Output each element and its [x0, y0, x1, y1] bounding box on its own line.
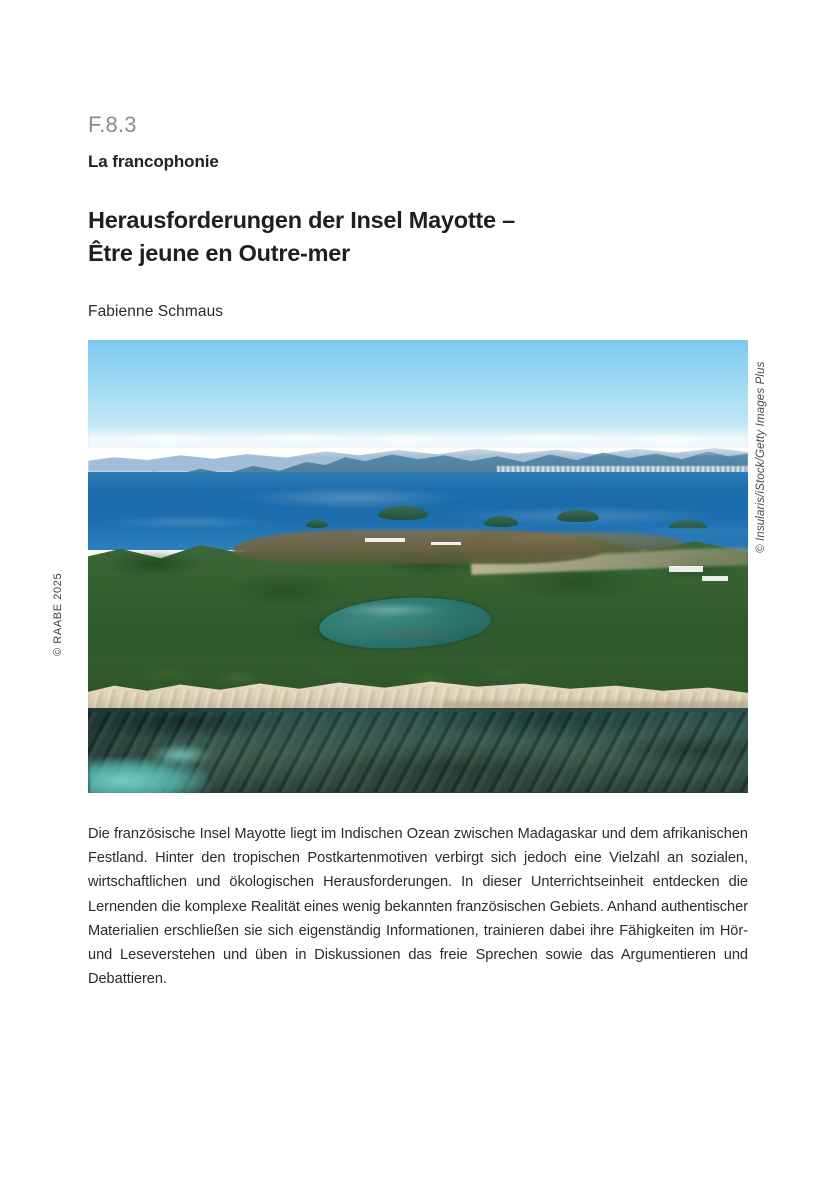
- page-title-line-2: Être jeune en Outre-mer: [88, 240, 350, 267]
- photo-building: [669, 566, 703, 572]
- photo-islet: [557, 510, 599, 522]
- publisher-copyright: © RAABE 2025: [52, 572, 64, 656]
- photo-crater-rim-secondary: [484, 532, 682, 554]
- hero-photo: [88, 340, 748, 793]
- photo-islet: [484, 516, 518, 527]
- image-credit: © Insularis/iStock/Getty Images Plus: [755, 361, 767, 553]
- photo-islet: [306, 520, 328, 528]
- page-title: [88, 204, 728, 271]
- photo-horizon-haze: [88, 428, 748, 454]
- photo-crater-lake-highlight: [339, 603, 445, 617]
- photo-turquoise-shallow: [88, 758, 208, 793]
- hero-photo-canvas: [88, 340, 748, 793]
- photo-islet: [378, 506, 428, 520]
- intro-paragraph: Die französische Insel Mayotte liegt im Indischen Ozean zwischen Madagaskar und dem afrikanischen Festland. Hinter den tropischen Postkartenmotiven verbirgt sich jedoch eine Vielzahl an sozialen, wirtschaftlichen und ökologischen Herausforderungen. In dieser Unterrichtseinheit entdecken die Lernenden die komplexe Realität eines wenig bekannten französischen Gebiets. Anhand authentischer Materialien erschließen sie sich eigenständig Informationen, trainieren dabei ihre Fähigkeiten im Hör- und Leseverstehen und üben in Diskussionen das freie Sprechen sowie das Argumentieren und Debattieren.: [88, 826, 748, 988]
- photo-building: [431, 542, 461, 545]
- photo-crater-lake-shallow: [365, 628, 457, 640]
- unit-topic: La francophonie: [88, 152, 219, 171]
- photo-building: [702, 576, 728, 581]
- author-name: Fabienne Schmaus: [88, 303, 224, 320]
- unit-code: F.8.3: [88, 112, 137, 137]
- photo-building: [365, 538, 405, 542]
- page-title-line-1: Herausforderungen der Insel Mayotte –: [88, 207, 515, 233]
